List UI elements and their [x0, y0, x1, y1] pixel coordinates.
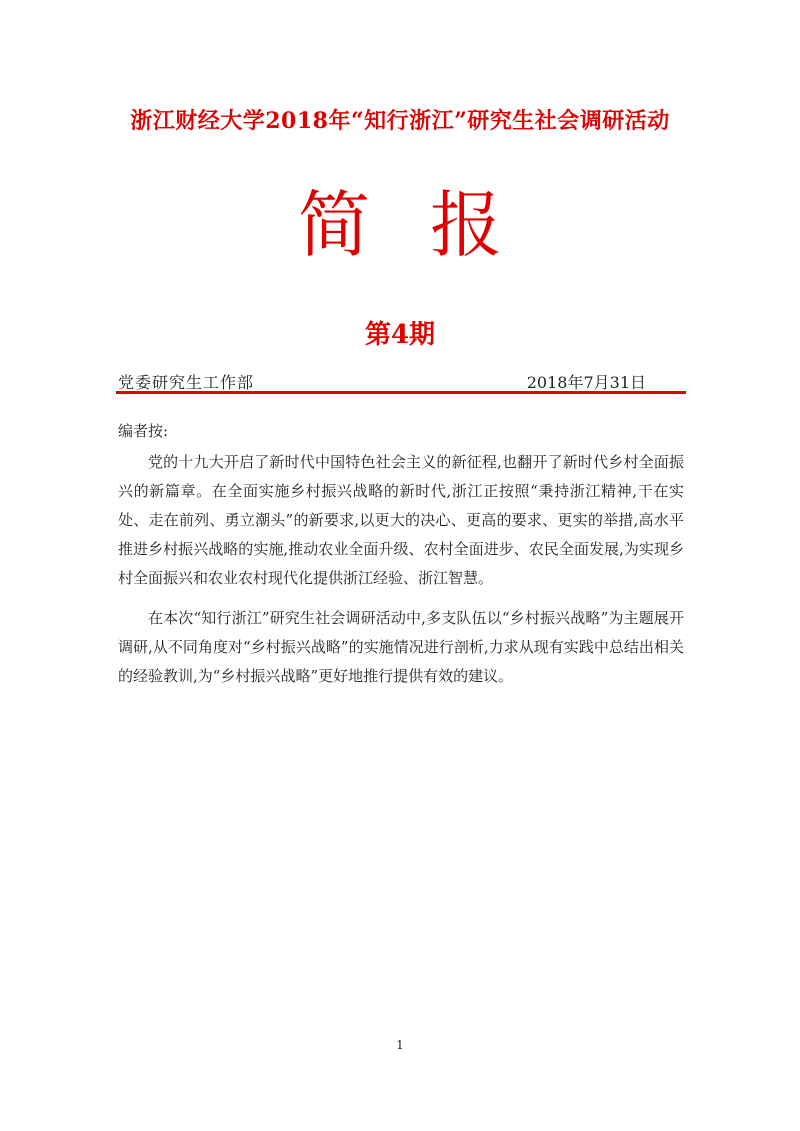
issuer: 党委研究生工作部	[118, 373, 255, 392]
issue-date: 2018年7月31日	[526, 373, 646, 392]
body-paragraph: 在本次“知行浙江”研究生社会调研活动中,多支队伍以“乡村振兴战略”为主题展开调研,从不同角度对“乡村振兴战略”的实施情况进行剖析,力求从现有实践中总结出相关的经验教训,为“乡村振兴战略”更好地推行提供有效的建议。	[118, 609, 684, 685]
header-divider	[116, 391, 686, 394]
bulletin-title: 简报	[297, 183, 562, 267]
issue-number: 第4期	[364, 320, 436, 350]
event-title: 浙江财经大学2018年“知行浙江”研究生社会调研活动	[130, 108, 670, 134]
issuer-row	[118, 370, 646, 392]
editor-note-label: 编者按:	[118, 422, 169, 440]
page-number: 1	[396, 1038, 404, 1052]
body-paragraph: 党的十九大开启了新时代中国特色社会主义的新征程,也翻开了新时代乡村全面振兴的新篇章。在全面实施乡村振兴战略的新时代,浙江正按照“秉持浙江精神,干在实处、走在前列、勇立潮头”的新要求,以更大的决心、更高的要求、更实的举措,高水平推进乡村振兴战略的实施,推动农业全面升级、农村全面进步、农民全面发展,为实现乡村全面振兴和农业农村现代化提供浙江经验、浙江智慧。	[118, 453, 684, 587]
